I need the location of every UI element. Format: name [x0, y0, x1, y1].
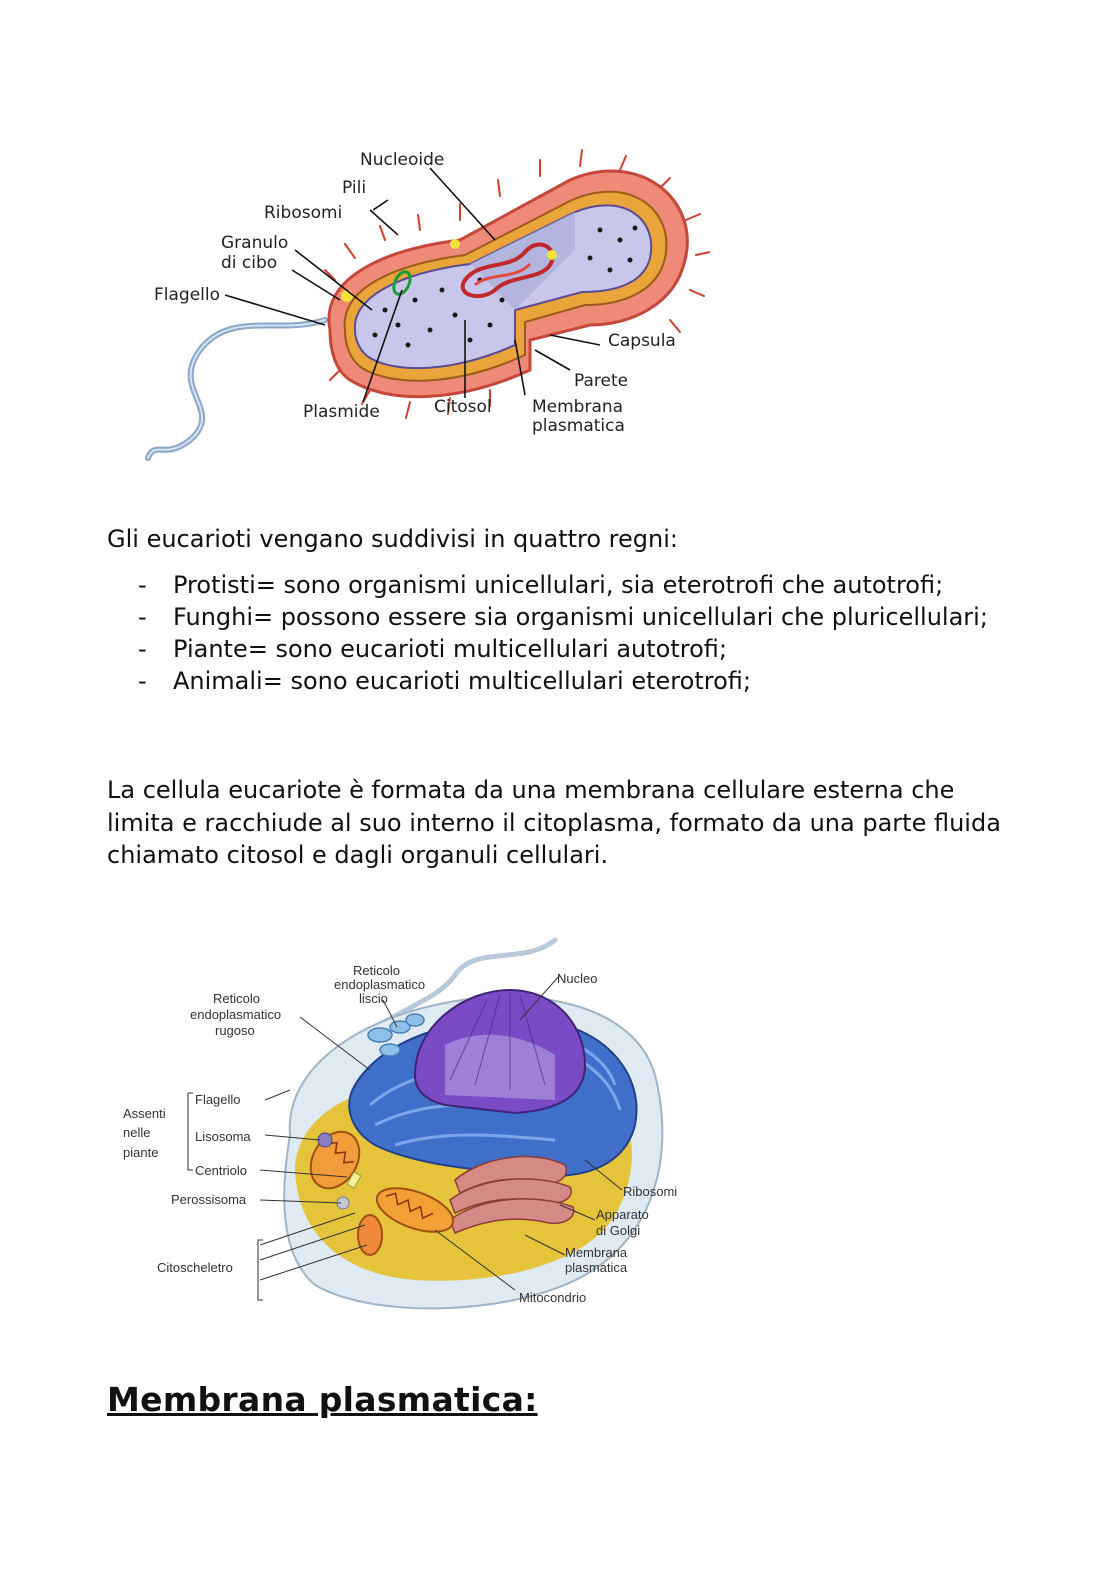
- label-ribosomi: Ribosomi: [264, 203, 343, 223]
- list-item-text: Protisti= sono organismi unicellulari, sia eterotrofi che autotrofi;: [173, 571, 944, 599]
- label-membrana-line1: Membrana: [532, 397, 624, 417]
- label-assenti-line3: piante: [123, 1145, 159, 1160]
- label-granulo-line2: di cibo: [221, 253, 278, 273]
- label-rel-line1: Reticolo: [353, 963, 400, 978]
- label-perossisoma: Perossisoma: [171, 1192, 247, 1207]
- body-paragraph: La cellula eucariote è formata da una membrana cellulare esterna che limita e racchiude al suo interno il citoplasma, formato da una parte fluida chiamato citosol e dagli organuli cellulari.: [107, 776, 1001, 869]
- list-item: [138, 633, 1038, 665]
- label-membrana-line1: Membrana: [565, 1245, 628, 1260]
- list-item-text: Piante= sono eucarioti multicellulari autotrofi;: [173, 635, 727, 663]
- label-rer-line1: Reticolo: [213, 991, 260, 1006]
- label-membrana-line2: plasmatica: [532, 416, 625, 436]
- prokaryotic-cell-figure: [130, 140, 710, 470]
- label-citoscheletro: Citoscheletro: [157, 1260, 233, 1275]
- list-item: [138, 569, 1038, 601]
- label-capsula: Capsula: [608, 331, 676, 351]
- label-citosol: Citosol: [434, 397, 492, 417]
- label-rel-line2: endoplasmatico: [334, 977, 426, 992]
- eukaryotic-cell-labels: [115, 935, 695, 1325]
- label-rer-line2: endoplasmatico: [190, 1007, 282, 1022]
- label-parete: Parete: [574, 371, 629, 391]
- label-flagello: Flagello: [195, 1092, 241, 1107]
- label-centriolo: Centriolo: [195, 1163, 248, 1178]
- list-item-text: Funghi= possono essere sia organismi unicellulari che pluricellulari;: [173, 603, 988, 631]
- label-pili: Pili: [342, 178, 367, 198]
- list-dash: -: [138, 603, 147, 631]
- label-assenti-line1: Assenti: [123, 1106, 166, 1121]
- label-nucleo: Nucleo: [557, 971, 598, 986]
- list-dash: -: [138, 635, 147, 663]
- label-lisosoma: Lisosoma: [195, 1129, 251, 1144]
- prokaryotic-cell-labels: [130, 140, 710, 470]
- label-nucleoide: Nucleoide: [360, 150, 445, 170]
- eukaryotic-cell-figure: [115, 935, 695, 1325]
- kingdoms-list: [138, 569, 1038, 697]
- section-heading: Membrana plasmatica:: [107, 1380, 538, 1419]
- list-item: [138, 601, 1038, 633]
- label-granulo-line1: Granulo: [221, 233, 289, 253]
- label-rer-line3: rugoso: [215, 1023, 255, 1038]
- intro-text: Gli eucarioti vengano suddivisi in quattro regni:: [107, 525, 678, 553]
- label-plasmide: Plasmide: [303, 402, 380, 422]
- list-item: [138, 665, 1038, 697]
- label-golgi-line2: di Golgi: [596, 1223, 641, 1238]
- list-item-text: Animali= sono eucarioti multicellulari eterotrofi;: [173, 667, 751, 695]
- label-flagello: Flagello: [154, 285, 221, 305]
- label-mitocondrio: Mitocondrio: [519, 1290, 587, 1305]
- label-golgi-line1: Apparato: [596, 1207, 649, 1222]
- list-dash: -: [138, 667, 147, 695]
- list-dash: -: [138, 571, 147, 599]
- label-assenti-line2: nelle: [123, 1125, 151, 1140]
- label-rel-line3: liscio: [359, 991, 388, 1006]
- label-membrana-line2: plasmatica: [565, 1260, 628, 1275]
- label-ribosomi: Ribosomi: [623, 1184, 678, 1199]
